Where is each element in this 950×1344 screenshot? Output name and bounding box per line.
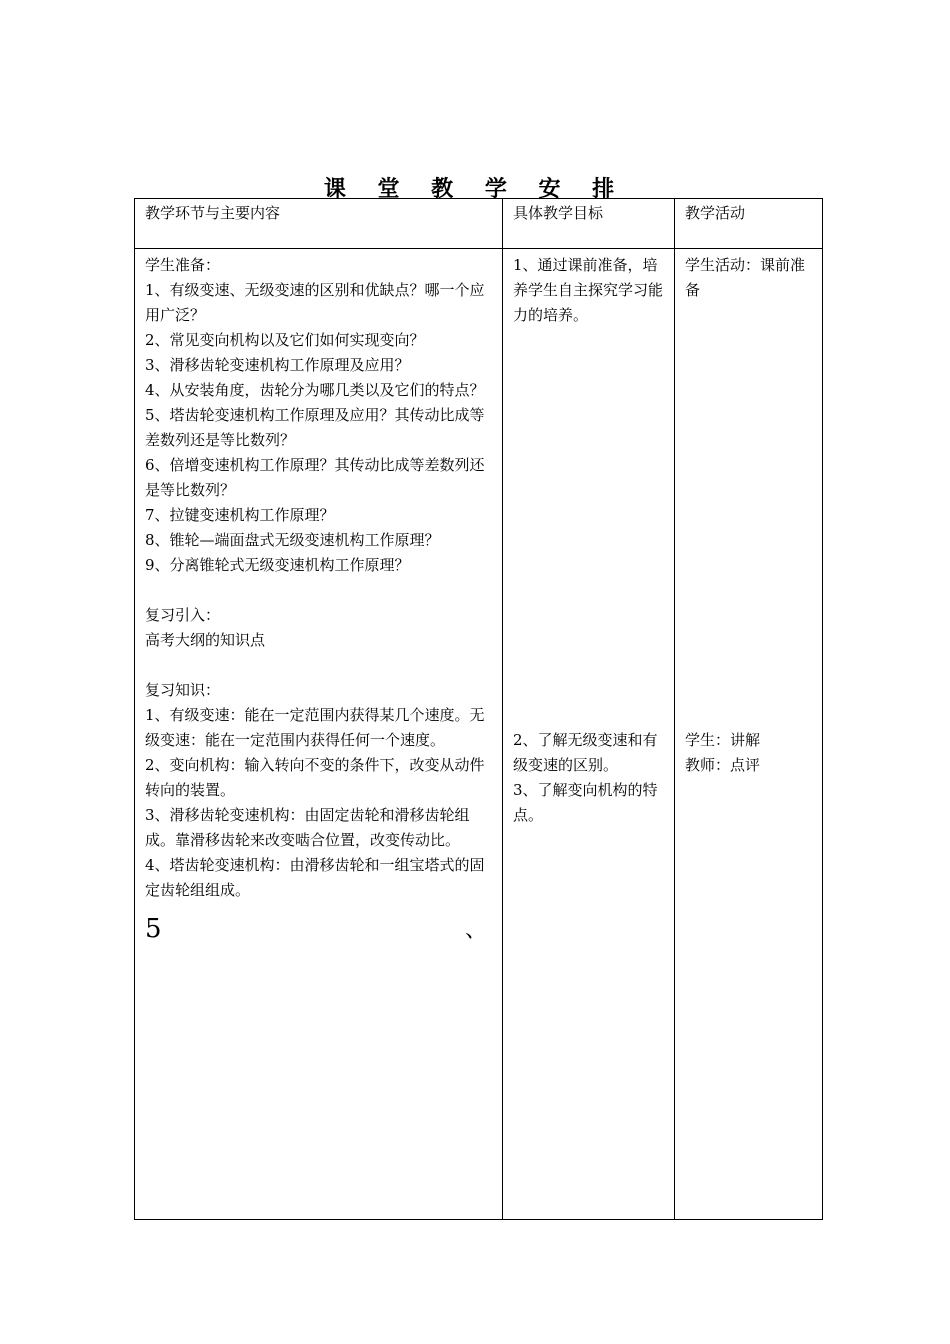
lesson-plan-table (134, 198, 823, 1220)
review-heading: 复习知识： (145, 681, 221, 699)
page-title-text: 课 堂 教 学 安 排 (323, 176, 627, 202)
review-item: 2、变向机构：输入转向不变的条件下，改变从动件转向的装置。 (145, 756, 485, 799)
content-cell (135, 249, 503, 1220)
prep-item: 2、常见变向机构以及它们如何实现变向？ (145, 331, 425, 349)
prep-item: 9、分离锥轮式无级变速机构工作原理？ (145, 556, 410, 574)
objective-item: 3、了解变向机构的特点。 (513, 781, 658, 824)
prep-heading: 学生准备： (145, 256, 221, 274)
header-activities: 教学活动 (675, 199, 823, 249)
item-5-mark: 、 (465, 918, 488, 943)
prep-item: 6、倍增变速机构工作原理？其传动比成等差数列还是等比数列？ (145, 456, 485, 499)
header-objectives: 具体教学目标 (503, 199, 675, 249)
header-content: 教学环节与主要内容 (135, 199, 503, 249)
prep-item: 7、拉键变速机构工作原理？ (145, 506, 335, 524)
intro-text: 高考大纲的知识点 (145, 631, 266, 649)
activity-item: 学生活动：课前准备 (685, 256, 806, 299)
item-5-number: 5 (145, 914, 162, 944)
table-header-row (135, 199, 823, 249)
prep-item: 3、滑移齿轮变速机构工作原理及应用？ (145, 356, 410, 374)
review-item: 4、塔齿轮变速机构：由滑移齿轮和一组宝塔式的固定齿轮组组成。 (145, 856, 485, 899)
intro-heading: 复习引入： (145, 606, 221, 624)
spacer (513, 328, 668, 728)
activity-teacher: 教师：点评 (685, 756, 761, 774)
item-5-line (145, 909, 496, 955)
prep-item: 4、从安装角度，齿轮分为哪几类以及它们的特点？ (145, 381, 485, 399)
prep-item: 5、塔齿轮变速机构工作原理及应用？其传动比成等差数列还是等比数列？ (145, 406, 485, 449)
prep-item: 1、有级变速、无级变速的区别和优缺点？哪一个应用广泛？ (145, 281, 485, 324)
activity-student: 学生：讲解 (685, 731, 761, 749)
objectives-cell (503, 249, 675, 1220)
objective-item: 2、了解无级变速和有级变速的区别。 (513, 731, 658, 774)
review-item: 3、滑移齿轮变速机构：由固定齿轮和滑移齿轮组成。靠滑移齿轮来改变啮合位置，改变传动比。 (145, 806, 470, 849)
table-body-row (135, 249, 823, 1220)
spacer (145, 653, 496, 678)
spacer (685, 303, 816, 728)
objective-item: 1、通过课前准备，培养学生自主探究学习能力的培养。 (513, 256, 664, 324)
prep-item: 8、锥轮—端面盘式无级变速机构工作原理？ (145, 531, 440, 549)
spacer (145, 578, 496, 603)
activities-cell (675, 249, 823, 1220)
review-item: 1、有级变速：能在一定范围内获得某几个速度。无级变速：能在一定范围内获得任何一个速度。 (145, 706, 485, 749)
